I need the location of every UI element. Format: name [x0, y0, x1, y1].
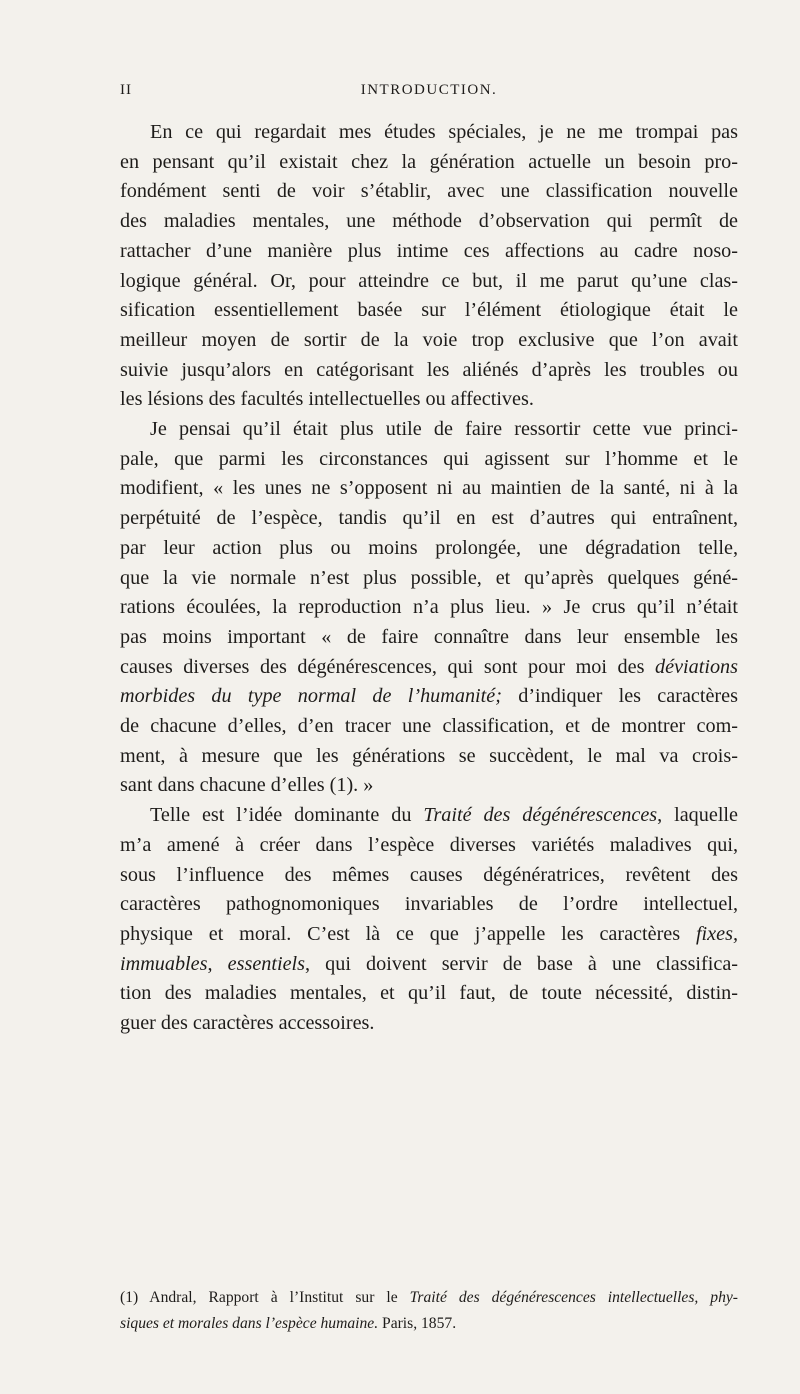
text-line: que la vie normale n’est plus possible, et qu’après quelques géné- — [120, 566, 738, 589]
running-title: INTRODUCTION. — [360, 82, 498, 98]
text-line — [120, 682, 738, 712]
paragraph-1 — [120, 118, 738, 415]
text-segment: , qui doivent servir de base à une classifica- — [305, 952, 739, 975]
text-segment: causes diverses des dégénérescences, qui sont pour moi des — [120, 655, 645, 678]
italic-text: siques et morales dans l’espèce humaine. — [120, 1315, 379, 1332]
text-line: de chacune d’elles, d’en tracer une classification, et de montrer com- — [120, 715, 738, 738]
text-line: caractères pathognomoniques invariables de l’ordre intellectuel, — [120, 893, 738, 916]
text-segment: (1) Andral, Rapport à l’Institut sur le — [120, 1289, 410, 1306]
italic-text: essentiels — [227, 952, 306, 975]
text-line: meilleur moyen de sortir de la voie trop exclusive que l’on avait — [120, 328, 738, 351]
footnote-line — [120, 1285, 738, 1311]
body-text — [120, 118, 738, 1039]
text-line: Je pensai qu’il était plus utile de faire ressortir cette vue princi- — [150, 418, 738, 441]
italic-text: immuables — [120, 952, 208, 975]
text-line — [120, 950, 738, 980]
text-line: par leur action plus ou moins prolongée, une dégradation telle, — [120, 536, 738, 559]
italic-text: Traité des dégénérescences intellectuelles, phy- — [409, 1289, 738, 1306]
italic-text: morbides du type normal de l’humanité; — [120, 685, 502, 708]
text-segment: physique et moral. C’est là ce que j’appelle les caractères — [120, 922, 696, 945]
footnote-line — [120, 1311, 738, 1337]
text-line: rattacher d’une manière plus intime ces affections au cadre noso- — [120, 239, 738, 262]
text-line: pas moins important « de faire connaître dans leur ensemble les — [120, 625, 738, 648]
text-segment: Telle est l’idée dominante du — [150, 804, 424, 827]
text-line: sant dans chacune d’elles (1). » — [120, 774, 374, 797]
text-line: guer des caractères accessoires. — [120, 1012, 375, 1035]
text-line: les lésions des facultés intellectuelles ou affectives. — [120, 388, 534, 411]
text-segment: Paris, 1857. — [378, 1315, 457, 1332]
text-line: En ce qui regardait mes études spéciales, je ne me trompai pas — [150, 121, 738, 143]
text-line: rations écoulées, la reproduction n’a plus lieu. » Je crus qu’il n’était — [120, 596, 738, 619]
text-line — [120, 801, 738, 831]
text-line: sous l’influence des mêmes causes dégénératrices, revêtent des — [120, 863, 738, 886]
text-line: pale, que parmi les circonstances qui agissent sur l’homme et le — [120, 447, 738, 470]
italic-text: fixes, — [695, 922, 738, 945]
text-line: m’a amené à créer dans l’espèce diverses variétés maladives qui, — [120, 833, 738, 856]
text-line — [120, 653, 738, 683]
text-line: perpétuité de l’espèce, tandis qu’il en est d’autres qui entraînent, — [120, 507, 738, 530]
footnote — [120, 1285, 738, 1337]
text-line: des maladies mentales, une méthode d’observation qui permît de — [120, 210, 738, 233]
paragraph-3 — [120, 801, 738, 1039]
text-line: en pensant qu’il existait chez la génération actuelle un besoin pro- — [120, 150, 738, 173]
page-number: II — [120, 82, 132, 98]
text-line — [120, 920, 738, 950]
text-line: sification essentiellement basée sur l’élément étiologique était le — [120, 299, 738, 322]
italic-text: Traité des dégénérescences — [423, 804, 658, 827]
text-line: fondément senti de voir s’établir, avec une classification nouvelle — [120, 180, 738, 203]
paragraph-2 — [120, 415, 738, 801]
text-line: tion des maladies mentales, et qu’il faut, de toute nécessité, distin- — [120, 982, 738, 1005]
italic-text: déviations — [655, 655, 739, 678]
text-line: logique général. Or, pour atteindre ce but, il me parut qu’une clas- — [120, 269, 738, 292]
text-segment: , — [207, 952, 228, 975]
text-line: modifient, « les unes ne s’opposent ni au maintien de la santé, ni à la — [120, 477, 738, 500]
page-header — [120, 82, 738, 106]
text-line: suivie jusqu’alors en catégorisant les aliénés d’après les troubles ou — [120, 358, 738, 381]
text-line: ment, à mesure que les générations se succèdent, le mal va crois- — [120, 744, 738, 767]
text-segment: d’indiquer les caractères — [501, 685, 738, 708]
text-segment: , laquelle — [657, 804, 738, 827]
